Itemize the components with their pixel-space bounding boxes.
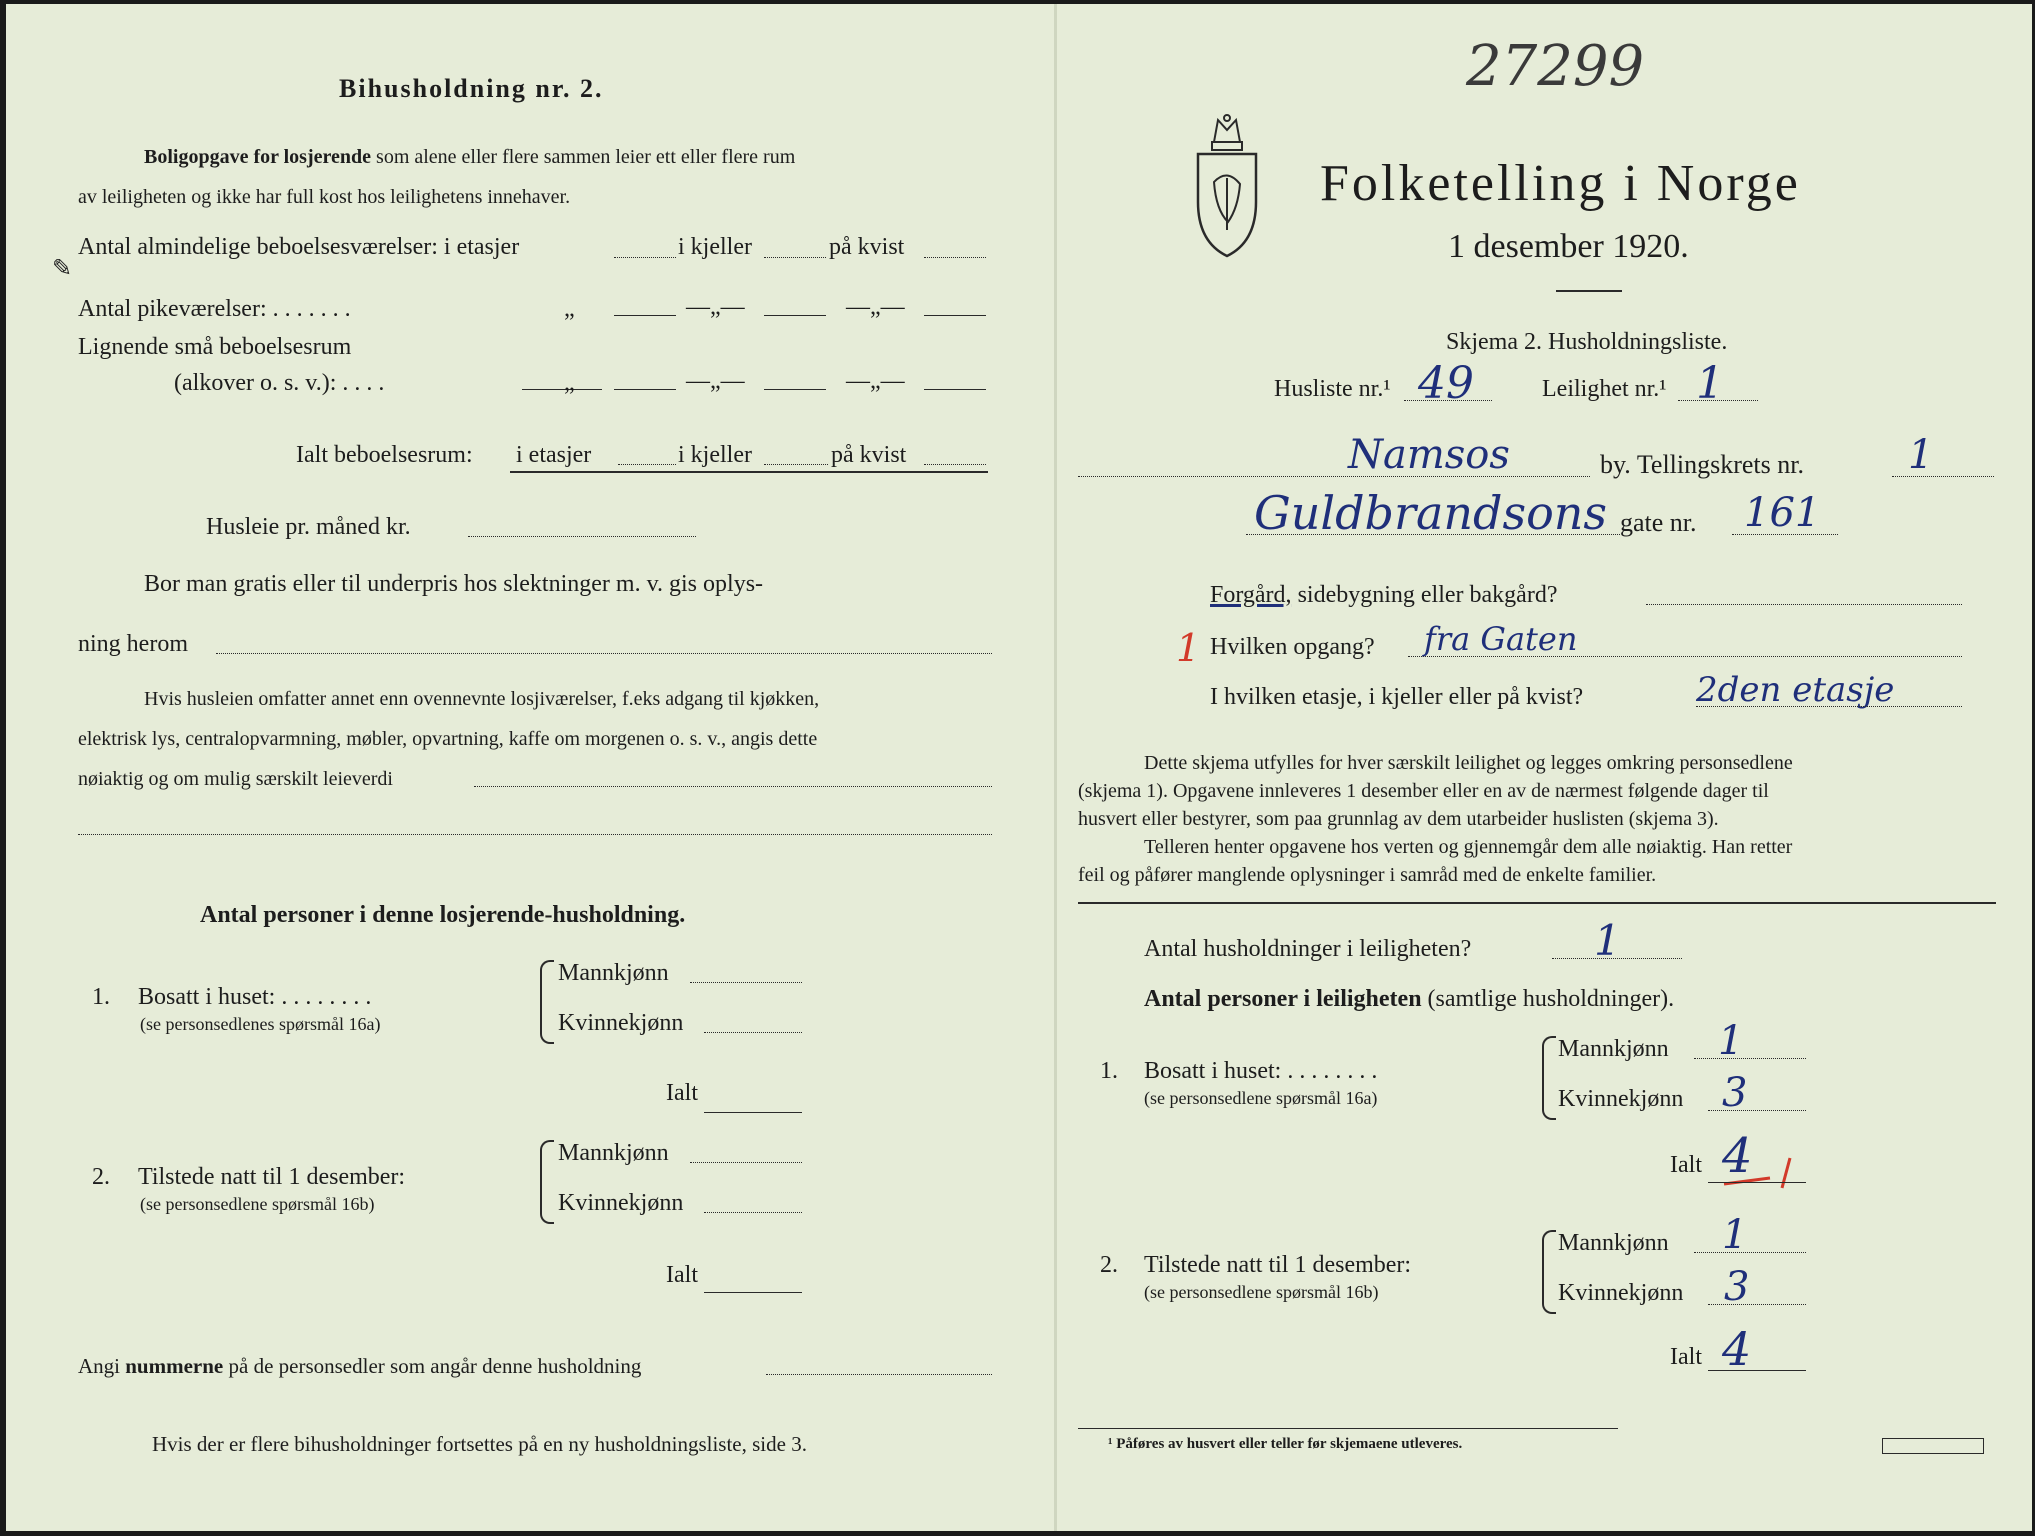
gate-label: gate nr. — [1620, 508, 1697, 537]
rooms-label: Antal almindelige beboelsesværelser: i etasjer — [78, 234, 520, 260]
town-field[interactable] — [1078, 476, 1590, 477]
maid-kjeller-field[interactable] — [764, 315, 826, 316]
leilighet-label: Leilighet nr.¹ — [1542, 376, 1667, 402]
schema-label: Skjema 2. Husholdningsliste. — [1446, 329, 1728, 355]
left-q2-female-label: Kvinnekjønn — [558, 1190, 684, 1216]
total-rooms-label: Ialt beboelsesrum: — [296, 442, 473, 468]
includes-field-extra[interactable] — [78, 834, 992, 835]
ink-mark-icon: ✎ — [52, 256, 73, 282]
right-title: Folketelling i Norge — [1320, 155, 1801, 212]
right-q2-female-field[interactable] — [1708, 1304, 1806, 1305]
small-kvist-field[interactable] — [924, 389, 986, 390]
husliste-label: Husliste nr.¹ — [1274, 376, 1391, 402]
rooms-kjeller-field[interactable] — [764, 257, 826, 258]
right-q1-sub: (se personsedlene spørsmål 16a) — [1144, 1088, 1378, 1108]
gate-value: 161 — [1744, 490, 1821, 536]
intro-bold: Boligopgave for losjerende — [144, 146, 372, 168]
building-line — [1210, 582, 1557, 609]
total-kvist-label: på kvist — [831, 442, 907, 468]
left-q1-total-label: Ialt — [666, 1080, 698, 1106]
krets-field[interactable] — [1892, 476, 1994, 477]
total-rooms-underline — [510, 471, 988, 473]
total-kjeller-label: i kjeller — [678, 442, 752, 468]
coat-of-arms-icon — [1192, 112, 1262, 262]
maid-dash2: —„— — [846, 294, 905, 320]
households-value: 1 — [1594, 916, 1621, 965]
instructions-line2: (skjema 1). Opgavene innleveres 1 desember eller en av de nærmest følgende dager til — [1078, 780, 1769, 802]
right-q1-total-field[interactable] — [1708, 1182, 1806, 1183]
numbers-bold: nummerne — [125, 1354, 224, 1378]
maid-dash1: —„— — [686, 294, 745, 320]
opgang-label: Hvilken opgang? — [1210, 634, 1375, 660]
maid-etasjer-field[interactable] — [614, 315, 676, 316]
small-rooms-label2: (alkover o. s. v.): . . . . — [174, 370, 385, 396]
right-q1-male-field[interactable] — [1694, 1058, 1806, 1059]
numbers-post: på de personsedler som angår denne husholdning — [223, 1354, 642, 1378]
small-rooms-pre-field[interactable] — [522, 389, 602, 390]
rooms-kjeller-label: i kjeller — [678, 234, 752, 260]
total-etasjer-field[interactable] — [618, 464, 676, 465]
left-q1-male-label: Mannkjønn — [558, 960, 669, 986]
left-q1-total-field[interactable] — [704, 1112, 802, 1113]
left-q2-sub: (se personsedlene spørsmål 16b) — [140, 1194, 375, 1214]
left-q2-label: Tilstede natt til 1 desember: — [138, 1164, 406, 1190]
leilighet-value: 1 — [1696, 358, 1724, 409]
left-q1-male-field[interactable] — [690, 982, 802, 983]
leilighet-field[interactable] — [1678, 400, 1758, 401]
husliste-field[interactable] — [1404, 400, 1492, 401]
instructions-line5: feil og påfører manglende oplysninger i samråd med de enkelte familier. — [1078, 864, 1657, 886]
small-dash1: —„— — [686, 368, 745, 394]
instructions-line1: Dette skjema utfylles for hver særskilt leilighet og legges omkring personsedlene — [1144, 752, 1793, 774]
red-check-icon — [1720, 1154, 1810, 1194]
includes-line3: nøiaktig og om mulig særskilt leieverdi — [78, 768, 393, 790]
right-q1-male-label: Mannkjønn — [1558, 1036, 1669, 1062]
right-q1-total-value: 4 — [1722, 1128, 1753, 1184]
page-fold — [1054, 4, 1057, 1531]
left-title: Bihusholdning nr. 2. — [339, 74, 604, 103]
left-q2-brace — [540, 1140, 554, 1224]
households-field[interactable] — [1552, 958, 1682, 959]
right-q1-female-value: 3 — [1722, 1070, 1748, 1116]
households-label: Antal husholdninger i leiligheten? — [1144, 936, 1472, 962]
etasje-value: 2den etasje — [1696, 670, 1895, 710]
street-field[interactable] — [1246, 534, 1620, 535]
left-q2-male-field[interactable] — [690, 1162, 802, 1163]
left-q2-total-field[interactable] — [704, 1292, 802, 1293]
right-q2-total-value: 4 — [1722, 1322, 1752, 1376]
instructions-line3: husvert eller bestyrer, som paa grunnlag av dem utarbeider huslisten (skjema 3). — [1078, 808, 1719, 830]
right-q2-male-label: Mannkjønn — [1558, 1230, 1669, 1256]
left-q1-brace — [540, 960, 554, 1044]
rent-field[interactable] — [468, 536, 696, 537]
right-q2-female-label: Kvinnekjønn — [1558, 1280, 1684, 1306]
includes-field[interactable] — [474, 786, 992, 787]
relatives-field[interactable] — [216, 653, 992, 654]
small-rooms-label1: Lignende små beboelsesrum — [78, 334, 352, 360]
by-tellingskrets-label: by. Tellingskrets nr. — [1600, 450, 1805, 479]
left-intro-line1 — [144, 146, 795, 169]
right-q2-total-label: Ialt — [1670, 1344, 1702, 1370]
small-kjeller-field[interactable] — [764, 389, 826, 390]
gate-nr-field[interactable] — [1732, 534, 1838, 535]
etasje-field[interactable] — [1696, 706, 1962, 707]
printer-mark-icon — [1882, 1438, 1984, 1454]
left-q2-total-label: Ialt — [666, 1262, 698, 1288]
persons-bold: Antal personer i leiligheten — [1144, 986, 1422, 1012]
left-q1-label: Bosatt i huset: . . . . . . . . — [138, 984, 372, 1010]
right-q1-brace — [1542, 1036, 1556, 1120]
right-q1-label: Bosatt i huset: . . . . . . . . — [1144, 1058, 1378, 1084]
rooms-kvist-field[interactable] — [924, 257, 986, 258]
opgang-value: fra Gaten — [1424, 620, 1578, 658]
footnote: ¹ Påføres av husvert eller teller før skjemaene utleveres. — [1108, 1436, 1463, 1452]
instructions-line4: Telleren henter opgavene hos verten og gjennemgår dem alle nøiaktig. Han retter — [1144, 836, 1793, 858]
census-form-sheet — [6, 4, 2032, 1531]
persons-rest: (samtlige husholdninger). — [1421, 986, 1675, 1012]
left-q1-num: 1. — [92, 984, 110, 1010]
opgang-mark: 1 — [1176, 626, 1201, 670]
numbers-pre: Angi — [78, 1354, 126, 1378]
left-intro-line2: av leiligheten og ikke har full kost hos leilighetens innehaver. — [78, 186, 571, 208]
left-q2-female-field[interactable] — [704, 1212, 802, 1213]
includes-line1: Hvis husleien omfatter annet enn ovennevnte losjiværelser, f.eks adgang til kjøkken, — [144, 688, 820, 710]
forgard-option[interactable]: Forgård, — [1210, 582, 1292, 608]
right-q1-female-label: Kvinnekjønn — [1558, 1086, 1684, 1112]
right-q1-male-value: 1 — [1718, 1018, 1744, 1064]
maid-ditto: „ — [564, 296, 575, 322]
small-ditto: „ — [564, 370, 575, 396]
stamp-number: 27299 — [1466, 34, 1645, 99]
right-date: 1 desember 1920. — [1448, 228, 1689, 265]
left-numbers-line — [78, 1354, 641, 1379]
building-field[interactable] — [1646, 604, 1962, 605]
footnote-rule — [1078, 1428, 1618, 1429]
total-etasjer-label: i etasjer — [516, 442, 592, 468]
right-q2-male-field[interactable] — [1694, 1252, 1806, 1253]
left-q2-num: 2. — [92, 1164, 110, 1190]
krets-value: 1 — [1908, 432, 1934, 478]
intro-rest: som alene eller flere sammen leier ett eller flere rum — [371, 146, 796, 168]
maid-rooms-label: Antal pikeværelser: . . . . . . . — [78, 296, 351, 322]
left-q1-sub: (se personsedlenes spørsmål 16a) — [140, 1014, 381, 1034]
right-q2-label: Tilstede natt til 1 desember: — [1144, 1252, 1412, 1278]
building-rest: sidebygning eller bakgård? — [1291, 582, 1558, 608]
rent-label: Husleie pr. måned kr. — [206, 514, 411, 540]
right-q1-num: 1. — [1100, 1058, 1118, 1084]
total-kjeller-field[interactable] — [764, 464, 828, 465]
left-q2-male-label: Mannkjønn — [558, 1140, 669, 1166]
includes-line2: elektrisk lys, centralopvarmning, møbler, opvartning, kaffe om morgenen o. s. v., angis dette — [78, 728, 818, 750]
left-q1-female-field[interactable] — [704, 1032, 802, 1033]
left-persons-heading: Antal personer i denne losjerende-husholdning. — [200, 902, 686, 928]
relatives-line1: Bor man gratis eller til underpris hos slektninger m. v. gis oplys- — [144, 571, 764, 597]
relatives-line2: ning herom — [78, 631, 188, 657]
right-q2-total-field[interactable] — [1708, 1370, 1806, 1371]
right-q2-num: 2. — [1100, 1252, 1118, 1278]
rooms-kvist-label: på kvist — [829, 234, 905, 260]
small-etasjer-field[interactable] — [614, 389, 676, 390]
right-q1-female-field[interactable] — [1708, 1110, 1806, 1111]
opgang-field[interactable] — [1408, 656, 1962, 657]
right-q2-sub: (se personsedlene spørsmål 16b) — [1144, 1282, 1379, 1302]
street-value: Guldbrandsons — [1254, 486, 1607, 540]
maid-kvist-field[interactable] — [924, 315, 986, 316]
right-q2-male-value: 1 — [1722, 1212, 1748, 1258]
numbers-field[interactable] — [766, 1374, 992, 1375]
instructions-rule — [1078, 902, 1996, 904]
small-dash2: —„— — [846, 368, 905, 394]
title-rule — [1556, 290, 1622, 292]
left-footer: Hvis der er flere bihusholdninger fortsettes på en ny husholdningsliste, side 3. — [152, 1432, 807, 1456]
right-persons-heading — [1144, 986, 1674, 1013]
husliste-value: 49 — [1418, 358, 1474, 409]
right-q1-total-label: Ialt — [1670, 1152, 1702, 1178]
right-q2-brace — [1542, 1230, 1556, 1314]
town-value: Namsos — [1348, 432, 1510, 478]
etasje-label: I hvilken etasje, i kjeller eller på kvist? — [1210, 684, 1584, 710]
rooms-etasjer-field[interactable] — [614, 257, 676, 258]
left-q1-female-label: Kvinnekjønn — [558, 1010, 684, 1036]
total-kvist-field[interactable] — [924, 464, 986, 465]
right-q2-female-value: 3 — [1724, 1264, 1750, 1310]
